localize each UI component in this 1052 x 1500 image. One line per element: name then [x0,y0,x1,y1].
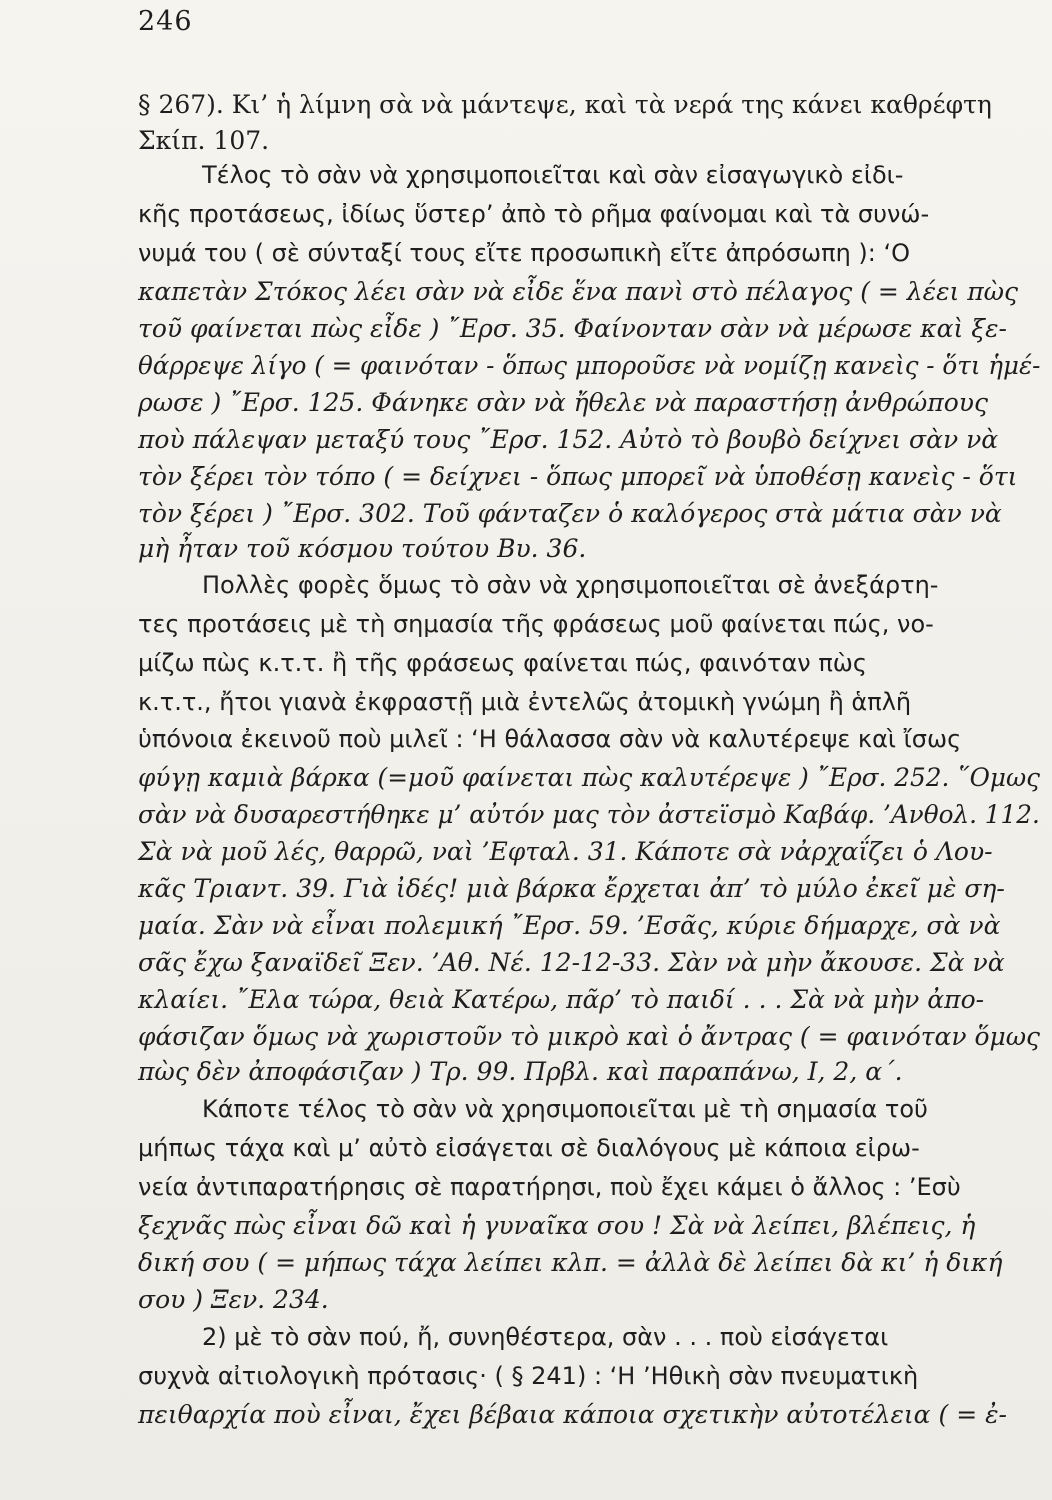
text-line: Σὰ νὰ μοῦ λές, θαρρῶ, ναὶ ’Εφταλ. 31. Κάποτε σὰ νἀρχαΐζει ὁ Λου- [138,837,993,866]
text-line: δική σου ( = μήπως τάχα λείπει κλπ. = ἀλλὰ δὲ λείπει δὰ κι’ ἡ δική [138,1248,1003,1277]
text-line: καπετὰν Στόκος λέει σὰν νὰ εἶδε ἕνα πανὶ στὸ πέλαγος ( = λέει πὼς [138,277,1019,306]
text-line: σὰν νὰ δυσαρεστήθηκε μ’ αὐτόν μας τὸν ἀστεϊσμὸ Καβάφ. ’Ανθολ. 112. [138,800,1040,829]
text-line: Κάποτε τέλος τὸ σὰν νὰ χρησιμοποιεῖται μὲ τὴ σημασία τοῦ [202,1095,928,1123]
text-line: τοῦ φαίνεται πὼς εἶδε ) ῎Ερσ. 35. Φαίνονταν σὰν νὰ μέρωσε καὶ ξε- [138,314,1007,343]
text-line: κῆς προτάσεως, ἰδίως ὕστερ’ ἀπὸ τὸ ρῆμα φαίνομαι καὶ τὰ συνώ- [138,200,930,228]
text-line: ὑπόνοια ἐκεινοῦ ποὺ μιλεῖ : ‘Η θάλασσα σὰν νὰ καλυτέρεψε καὶ ἴσως [138,725,962,753]
text-line: κ.τ.τ., ἤτοι γιανὰ ἐκφραστῇ μιὰ ἐντελῶς ἀτομικὴ γνώμη ἢ ἁπλῆ [138,688,912,716]
text-line: 2) μὲ τὸ σὰν πού, ἤ, συνηθέστερα, σὰν . . . ποὺ εἰσάγεται [202,1323,889,1351]
text-line: θάρρεψε λίγο ( = φαινόταν - ὅπως μποροῦσε νὰ νομίζῃ κανεὶς - ὅτι ἡμέ- [138,351,1041,380]
text-line: κλαίει. ῎Ελα τώρα, θειὰ Κατέρω, πᾶρ’ τὸ παιδί . . . Σὰ νὰ μὴν ἀπο- [138,985,985,1014]
text-line: φύγῃ καμιὰ βάρκα (=μοῦ φαίνεται πὼς καλυτέρεψε ) ῎Ερσ. 252. ῞Ομως [138,763,1041,792]
text-line: τες προτάσεις μὲ τὴ σημασία τῆς φράσεως μοῦ φαίνεται πώς, νο- [138,610,934,638]
text-line: πὼς δὲν ἀποφάσιζαν ) Τρ. 99. Πρβλ. καὶ παραπάνω, Ι, 2, α΄. [138,1057,903,1086]
text-line: πειθαρχία ποὺ εἶναι, ἔχει βέβαια κάποια σχετικὴν αὐτοτέλεια ( = ἐ- [138,1400,1007,1429]
text-line: μὴ ἦταν τοῦ κόσμου τούτου Βυ. 36. [138,534,587,563]
text-line: ποὺ πάλεψαν μεταξύ τους ῎Ερσ. 152. Αὐτὸ τὸ βουβὸ δείχνει σὰν νὰ [138,425,999,454]
text-line: ρωσε ) ῎Ερσ. 125. Φάνηκε σὰν νὰ ἤθελε νὰ παραστήσῃ ἀνθρώπους [138,388,988,417]
text-line: νεία ἀντιπαρατήρησις σὲ παρατήρησι, ποὺ ἔχει κάμει ὁ ἄλλος : ’Εσὺ [138,1173,961,1201]
text-line: σου ) Ξεν. 234. [138,1285,329,1314]
text-line: φάσιζαν ὅμως νὰ χωριστοῦν τὸ μικρὸ καὶ ὁ ἄντρας ( = φαινόταν ὅμως [138,1022,1041,1051]
text-line: μαία. Σὰν νὰ εἶναι πολεμική ῎Ερσ. 59. ’Εσᾶς, κύριε δήμαρχε, σὰ νὰ [138,911,1001,940]
text-line: νυμά του ( σὲ σύνταξί τους εἴτε προσωπικὴ εἴτε ἀπρόσωπη ): ‘Ο [138,239,911,267]
text-line: Σκίπ. 107. [138,126,270,155]
text-line: συχνὰ αἰτιολογικὴ πρότασις· ( § 241) : ‘Η ’Ηθικὴ σὰν πνευματικὴ [138,1362,919,1390]
text-line: Πολλὲς φορὲς ὅμως τὸ σὰν νὰ χρησιμοποιεῖται σὲ ἀνεξάρτη- [202,571,939,599]
text-line: σᾶς ἔχω ξαναϊδεῖ Ξεν. ’Αθ. Νέ. 12-12-33. Σὰν νὰ μὴν ἄκουσε. Σὰ νὰ [138,948,1005,977]
text-line: μήπως τάχα καὶ μ’ αὐτὸ εἰσάγεται σὲ διαλόγους μὲ κάποια εἰρω- [138,1134,920,1162]
text-line: Τέλος τὸ σὰν νὰ χρησιμοποιεῖται καὶ σὰν εἰσαγωγικὸ εἰδι- [202,161,904,189]
text-line: τὸν ξέρει ) ῎Ερσ. 302. Τοῦ φάνταζεν ὁ καλόγερος στὰ μάτια σὰν νὰ [138,499,1002,528]
text-line: τὸν ξέρει τὸν τόπο ( = δείχνει - ὅπως μπορεῖ νὰ ὑποθέσῃ κανεὶς - ὅτι [138,462,1018,491]
text-line: μίζω πὼς κ.τ.τ. ἢ τῆς φράσεως φαίνεται πώς, φαινόταν πὼς [138,649,867,677]
page-number: 246 [138,6,193,37]
text-line: ξεχνᾶς πὼς εἶναι δῶ καὶ ἡ γυναῖκα σου ! Σὰ νὰ λείπει, βλέπεις, ἡ [138,1211,976,1240]
text-line: § 267). Κι’ ἡ λίμνη σὰ νὰ μάντεψε, καὶ τὰ νερά της κάνει καθρέφτη [138,90,992,119]
text-line: κᾶς Τριαντ. 39. Γιὰ ἰδές! μιὰ βάρκα ἔρχεται ἀπ’ τὸ μύλο ἐκεῖ μὲ ση- [138,874,1005,903]
